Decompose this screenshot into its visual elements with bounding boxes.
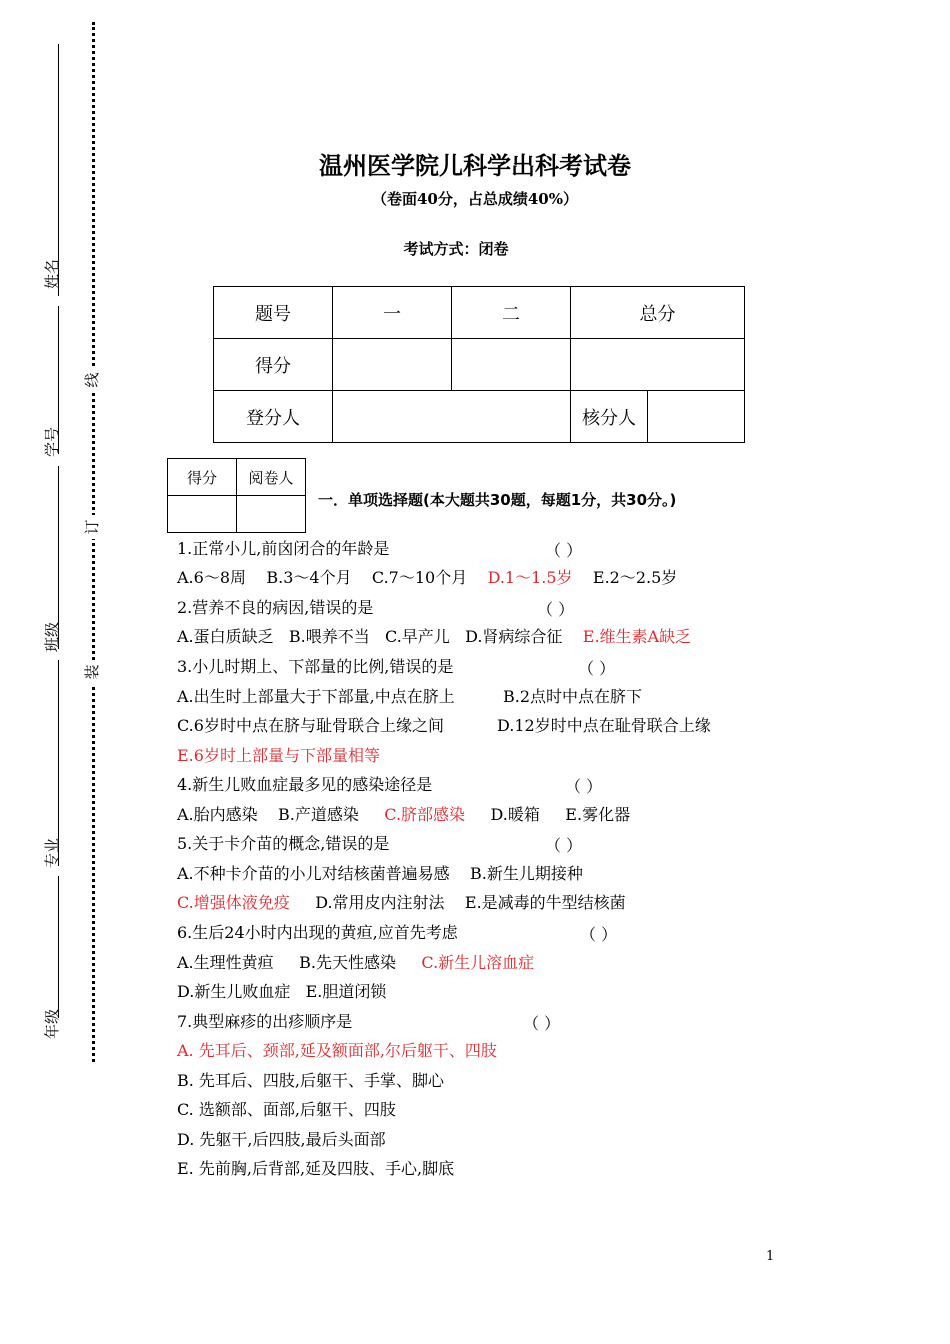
binding-mark-bind: 装 [80,660,104,684]
option-6-e: E.胆道闭锁 [305,982,387,1001]
question-stem-2: 2.营养不良的病因,错误的是 [177,598,374,617]
margin-label-student-id: 学号 [43,427,61,458]
answer-paren-6: （ ） [580,925,618,944]
answer-paren-4: （ ） [565,777,603,796]
option-4-c: C.脐部感染 [384,805,466,824]
option-1-a: A.6～8周 [177,568,247,587]
question-options-3c [177,715,444,737]
question-options-2 [177,626,691,648]
question-options-4 [177,804,630,826]
option-2-c: C.早产儿 [385,627,450,646]
question-stem-4: 4.新生儿败血症最多见的感染途径是 [177,775,433,794]
option-6-b: B.先天性感染 [299,953,396,972]
grader-score-label: 得分 [168,459,237,496]
question-options-3b [503,686,642,708]
question-options-3a [177,686,455,708]
question-options-6b [177,981,386,1003]
question-stem-7: 7.典型麻疹的出疹顺序是 [177,1012,353,1031]
grader-score-cell [168,496,237,533]
option-4-a: A.胎内感染 [177,805,258,824]
option-4-d: D.暖箱 [490,805,540,824]
question-options-1 [177,567,677,589]
option-3-c: C.6岁时中点在脐与耻骨联合上缘之间 [177,716,444,735]
option-2-a: A.蛋白质缺乏 [177,627,274,646]
answer-paren-5: （ ） [545,836,583,855]
score-cell-total [571,339,745,391]
option-2-b: B.喂养不当 [288,627,370,646]
option-7-e: E. 先前胸,后背部,延及四肢、手心,脚底 [177,1159,455,1178]
option-6-c: C.新生儿溶血症 [421,953,535,972]
option-6-a: A.生理性黄疸 [177,953,274,972]
question-stem-1: 1.正常小儿,前囟闭合的年龄是 [177,539,390,558]
option-3-d: D.12岁时中点在耻骨联合上缘 [497,716,711,735]
question-options-5b [177,892,626,914]
score-table-header-label: 题号 [214,287,333,339]
margin-label-major: 专业 [43,838,61,869]
option-6-d: D.新生儿败血症 [177,982,291,1001]
option-7-b: B. 先耳后、四肢,后躯干、手掌、脚心 [177,1071,445,1090]
option-5-d: D.常用皮内注射法 [315,893,445,912]
grader-reviewer-cell [237,496,306,533]
question-options-3d [497,715,711,737]
exam-method: 考试方式：闭卷 [403,240,509,258]
answer-paren-1: （ ） [545,541,583,560]
option-7-d: D. 先躯干,后四肢,最后头面部 [177,1130,386,1149]
option-3-a: A.出生时上部量大于下部量,中点在脐上 [177,687,455,706]
question-options-6a [177,952,534,974]
margin-label-name: 姓名 [43,259,61,290]
question-stem-3: 3.小儿时期上、下部量的比例,错误的是 [177,657,454,676]
option-3-b: B.2点时中点在脐下 [503,687,643,706]
margin-label-class: 班级 [43,622,61,653]
option-4-b: B.产道感染 [278,805,359,824]
question-options-5a [177,863,583,885]
question-stem-6: 6.生后24小时内出现的黄疸,应首先考虑 [177,923,458,942]
option-7-c: C. 选额部、面部,后躯干、四肢 [177,1100,396,1119]
option-5-e: E.是减毒的牛型结核菌 [464,893,626,912]
recorder-cell [333,391,571,443]
option-1-e: E.2～2.5岁 [592,568,678,587]
score-table-row-recorder-label: 登分人 [214,391,333,443]
option-4-e: E.雾化器 [565,805,631,824]
binding-mark-staple: 订 [80,515,104,539]
score-table-row-score-label: 得分 [214,339,333,391]
option-1-b: B.3～4个月 [266,568,352,587]
score-cell-2 [452,339,571,391]
score-table-col-1: 一 [333,287,452,339]
grader-box [167,458,306,533]
answer-paren-2: （ ） [537,600,575,619]
option-3-e: E.6岁时上部量与下部量相等 [177,746,380,765]
option-1-c: C.7～10个月 [371,568,468,587]
option-1-d: D.1～1.5岁 [487,568,573,587]
score-table [213,286,745,443]
page-number: 1 [766,1249,775,1264]
answer-paren-7: （ ） [523,1014,561,1033]
binding-mark-line: 线 [80,368,104,392]
exam-title: 温州医学院儿科学出科考试卷 [319,151,631,180]
score-cell-1 [333,339,452,391]
option-5-c: C.增强体液免疫 [177,893,290,912]
option-5-a: A.不种卡介苗的小儿对结核菌普遍易感 [177,864,450,883]
score-table-col-2: 二 [452,287,571,339]
section-heading: 一．单项选择题(本大题共30题，每题1分，共30分。) [318,491,677,509]
checker-label: 核分人 [571,391,648,443]
option-2-e: E.维生素A缺乏 [582,627,692,646]
answer-paren-3: （ ） [578,659,616,678]
option-7-a: A. 先耳后、颈部,延及额面部,尔后躯干、四肢 [177,1041,497,1060]
option-5-b: B.新生儿期接种 [470,864,583,883]
option-2-d: D.肾病综合征 [465,627,563,646]
checker-cell [648,391,745,443]
margin-label-grade: 年级 [43,1009,61,1040]
exam-subtitle: （卷面40分，占总成绩40%） [371,190,578,208]
score-table-col-total: 总分 [571,287,745,339]
question-options-3e [177,745,380,767]
question-stem-5: 5.关于卡介苗的概念,错误的是 [177,834,390,853]
grader-reviewer-label: 阅卷人 [237,459,306,496]
